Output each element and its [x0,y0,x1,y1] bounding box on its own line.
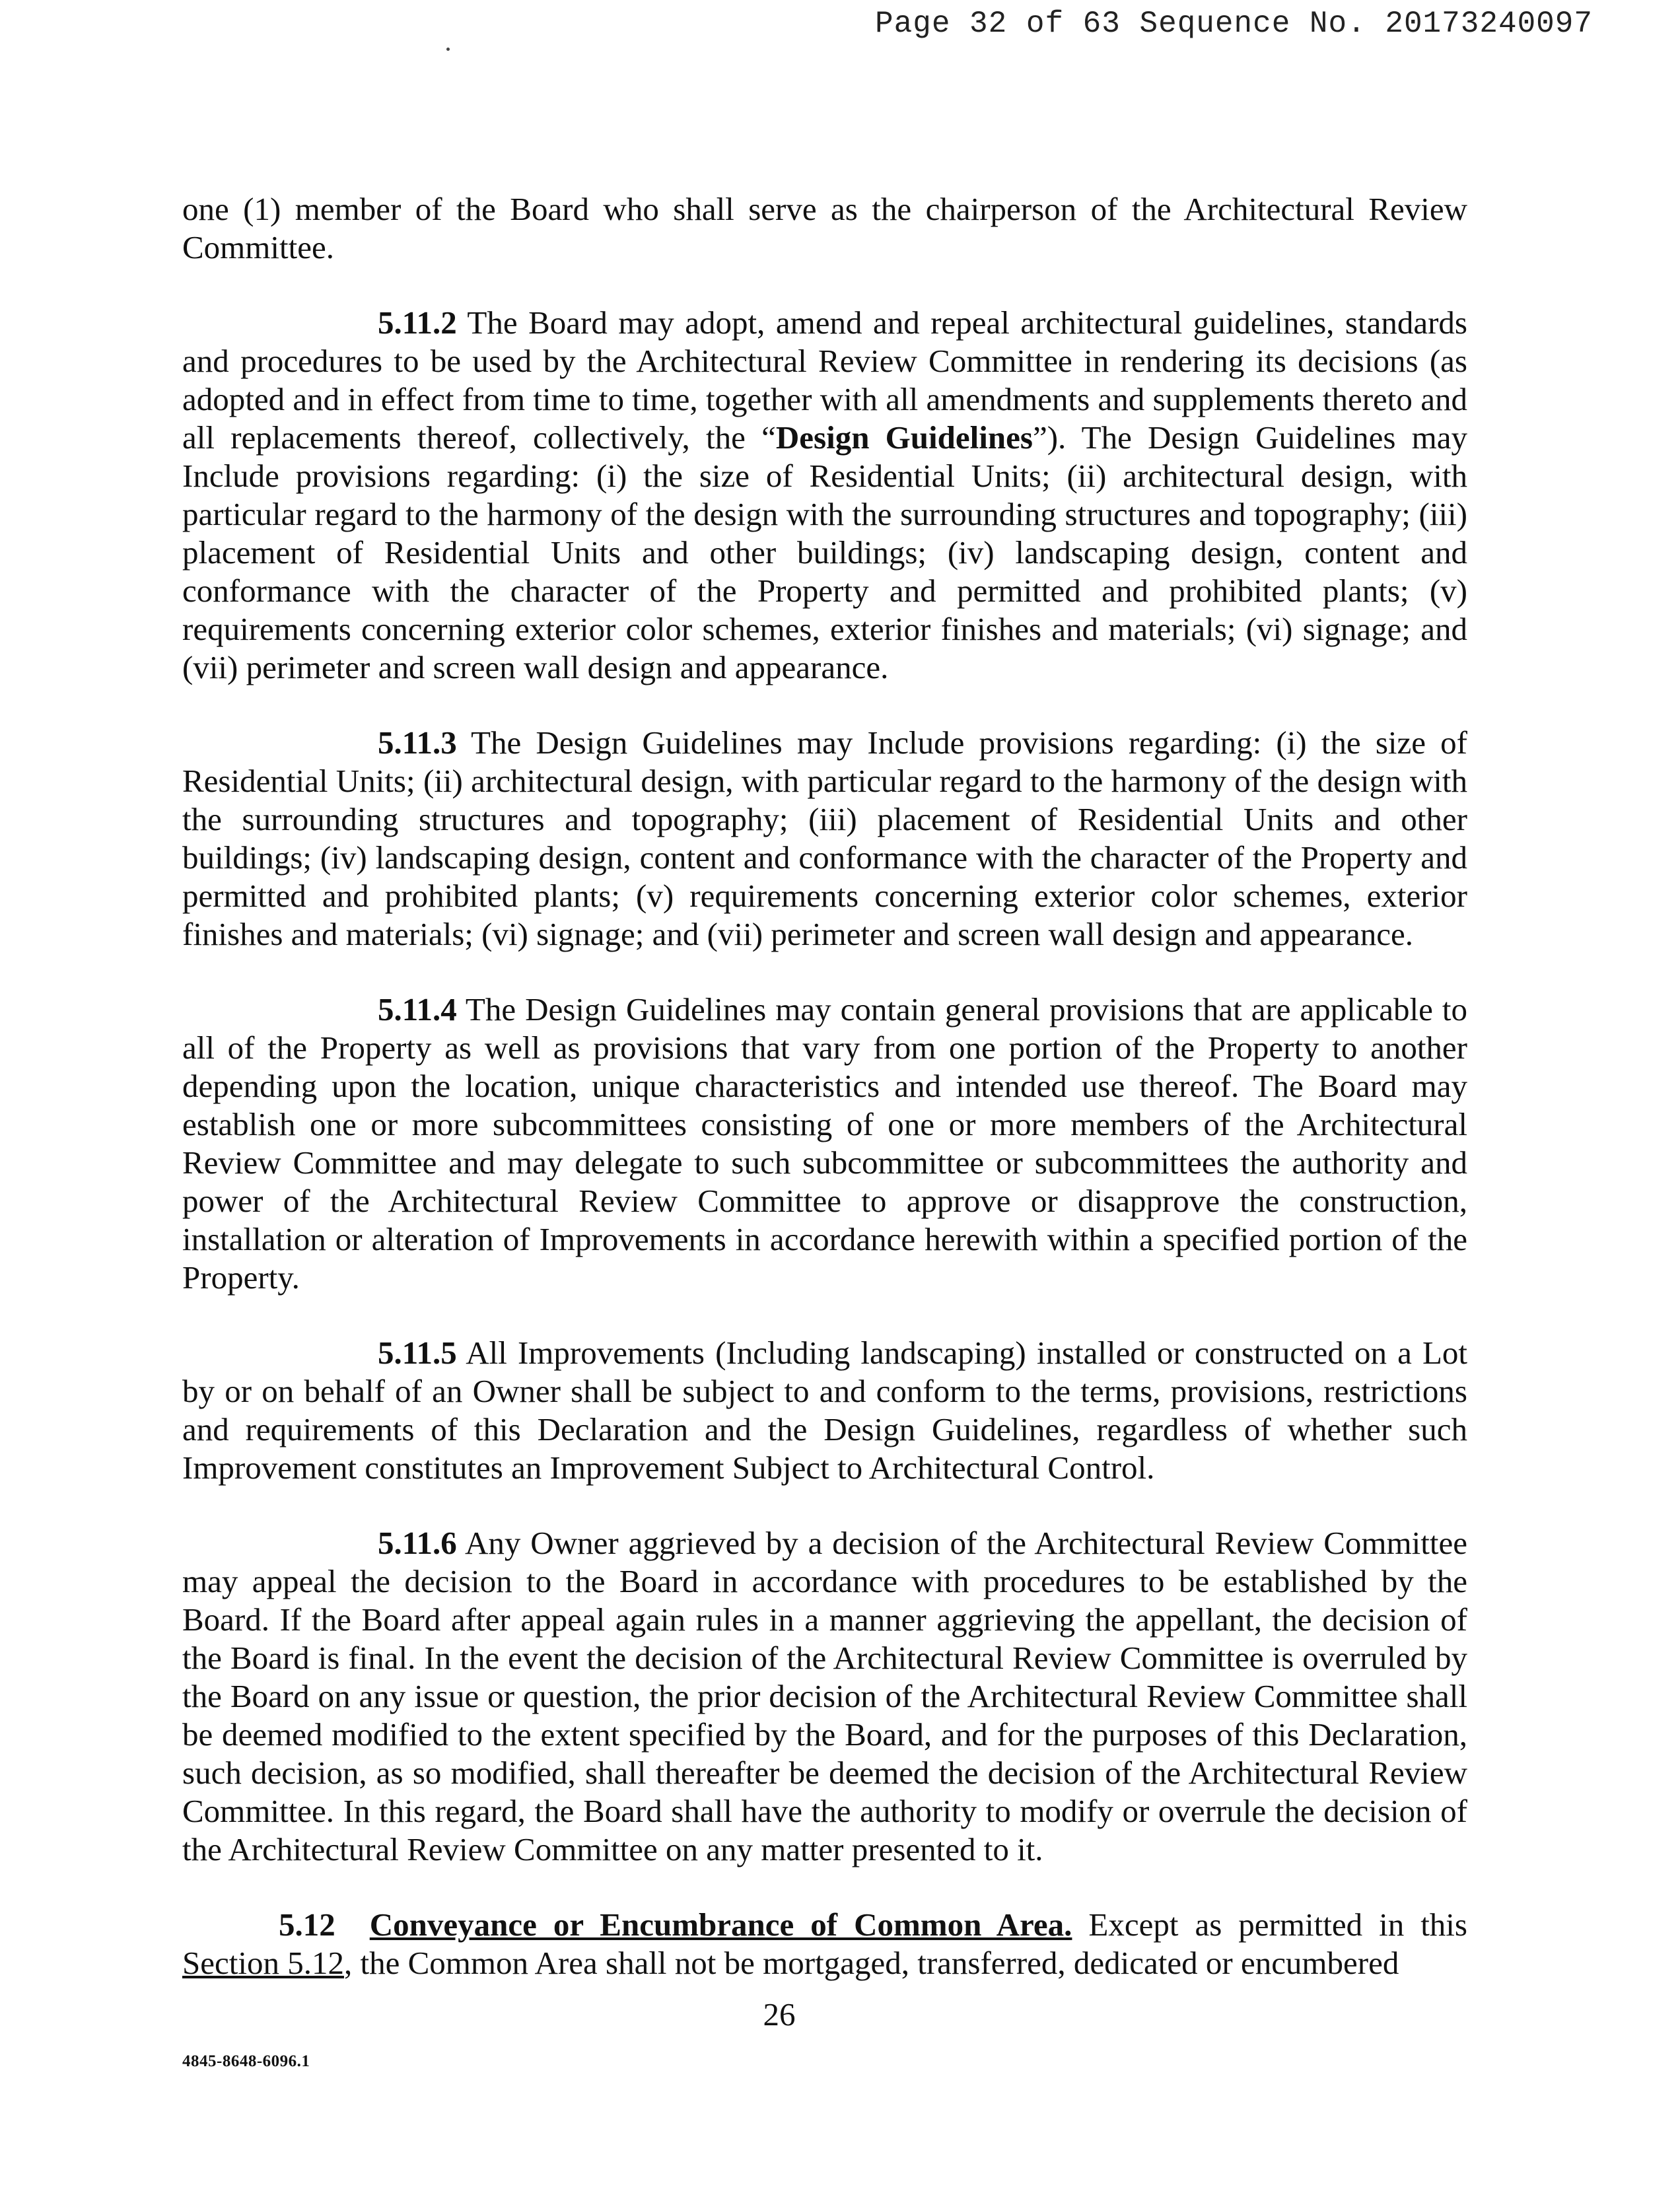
paragraph-5-12 [182,1906,1467,1982]
section-number: 5.11.6 [378,1525,457,1561]
paragraph-5-11-4 [182,991,1467,1297]
paragraph-text: The Board may adopt, amend and repeal architectural guidelines, standards and procedures to be used by the Architectural Review Committee in rendering its decisions (as adopted and in effect from time to time, together with all amendments and supplements thereto and all replacements thereof, collectively, the “ [182,304,1467,456]
section-number: 5.11.2 [378,304,457,341]
paragraph-continuation [182,190,1467,267]
section-number: 5.12 [279,1906,335,1943]
defined-term: Design Guidelines [775,419,1033,456]
section-reference: Section 5.12 [182,1945,344,1981]
section-number: 5.11.4 [378,991,457,1028]
paragraph-text: ”). The Design Guidelines may Include provisions regarding: (i) the size of Residential Units; (ii) architectural design, with particular regard to the harmony of the design with the surrounding structures and topography; (iii) placement of Residential Units and other buildings; (iv) landscaping design, content and conformance with the character of the Property and permitted and prohibited plants; (v) requirements concerning exterior color schemes, exterior finishes and materials; (vi) signage; and (vii) perimeter and screen wall design and appearance. [182,419,1467,685]
paragraph-5-11-2 [182,304,1467,687]
section-number: 5.11.5 [378,1335,457,1371]
paragraph-text: The Design Guidelines may Include provisions regarding: (i) the size of Residential Units; (ii) architectural design, with particular regard to the harmony of the design with the surrounding structures and topography; (iii) placement of Residential Units and other buildings; (iv) landscaping design, content and conformance with the character of the Property and permitted and prohibited plants; (v) requirements concerning exterior color schemes, exterior finishes and materials; (vi) signage; and (vii) perimeter and screen wall design and appearance. [182,724,1467,952]
paragraph-5-11-3 [182,724,1467,954]
document-id: 4845-8648-6096.1 [182,2052,310,2070]
section-number: 5.11.3 [378,724,457,761]
paragraph-text: , the Common Area shall not be mortgaged, transferred, dedicated or encumbered [343,1945,1399,1981]
paragraph-text: one (1) member of the Board who shall serve as the chairperson of the Architectural Review Committee. [182,191,1467,265]
paragraph-text: Except as permitted in this [1072,1906,1467,1943]
paragraph-text: All Improvements (Including landscaping) installed or constructed on a Lot by or on behalf of an Owner shall be subject to and conform to the terms, provisions, restrictions and requirements of this Declaration and the Design Guidelines, regardless of whether such Improvement constitutes an Improvement Subject to Architectural Control. [182,1335,1467,1486]
paragraph-5-11-6 [182,1524,1467,1869]
document-body [182,190,1467,2019]
section-heading: Conveyance or Encumbrance of Common Area. [369,1906,1072,1943]
scan-speck [446,48,450,51]
page-stamp: Page 32 of 63 Sequence No. 20173240097 [875,7,1593,41]
page-number: 26 [763,1996,796,2033]
paragraph-text: The Design Guidelines may contain general provisions that are applicable to all of the Property as well as provisions that vary from one portion of the Property to another depending upon the location, unique characteristics and intended use thereof. The Board may establish one or more subcommittees consisting of one or more members of the Architectural Review Committee and may delegate to such subcommittee or subcommittees the authority and power of the Architectural Review Committee to approve or disapprove the construction, installation or alteration of Improvements in accordance herewith within a specified portion of the Property. [182,991,1467,1296]
paragraph-text: Any Owner aggrieved by a decision of the Architectural Review Committee may appeal the decision to the Board in accordance with procedures to be established by the Board. If the Board after appeal again rules in a manner aggrieving the appellant, the decision of the Board is final. In the event the decision of the Architectural Review Committee is overruled by the Board on any issue or question, the prior decision of the Architectural Review Committee shall be deemed modified to the extent specified by the Board, and for the purposes of this Declaration, such decision, as so modified, shall thereafter be deemed the decision of the Architectural Review Committee. In this regard, the Board shall have the authority to modify or overrule the decision of the Architectural Review Committee on any matter presented to it. [182,1525,1467,1867]
paragraph-5-11-5 [182,1334,1467,1487]
